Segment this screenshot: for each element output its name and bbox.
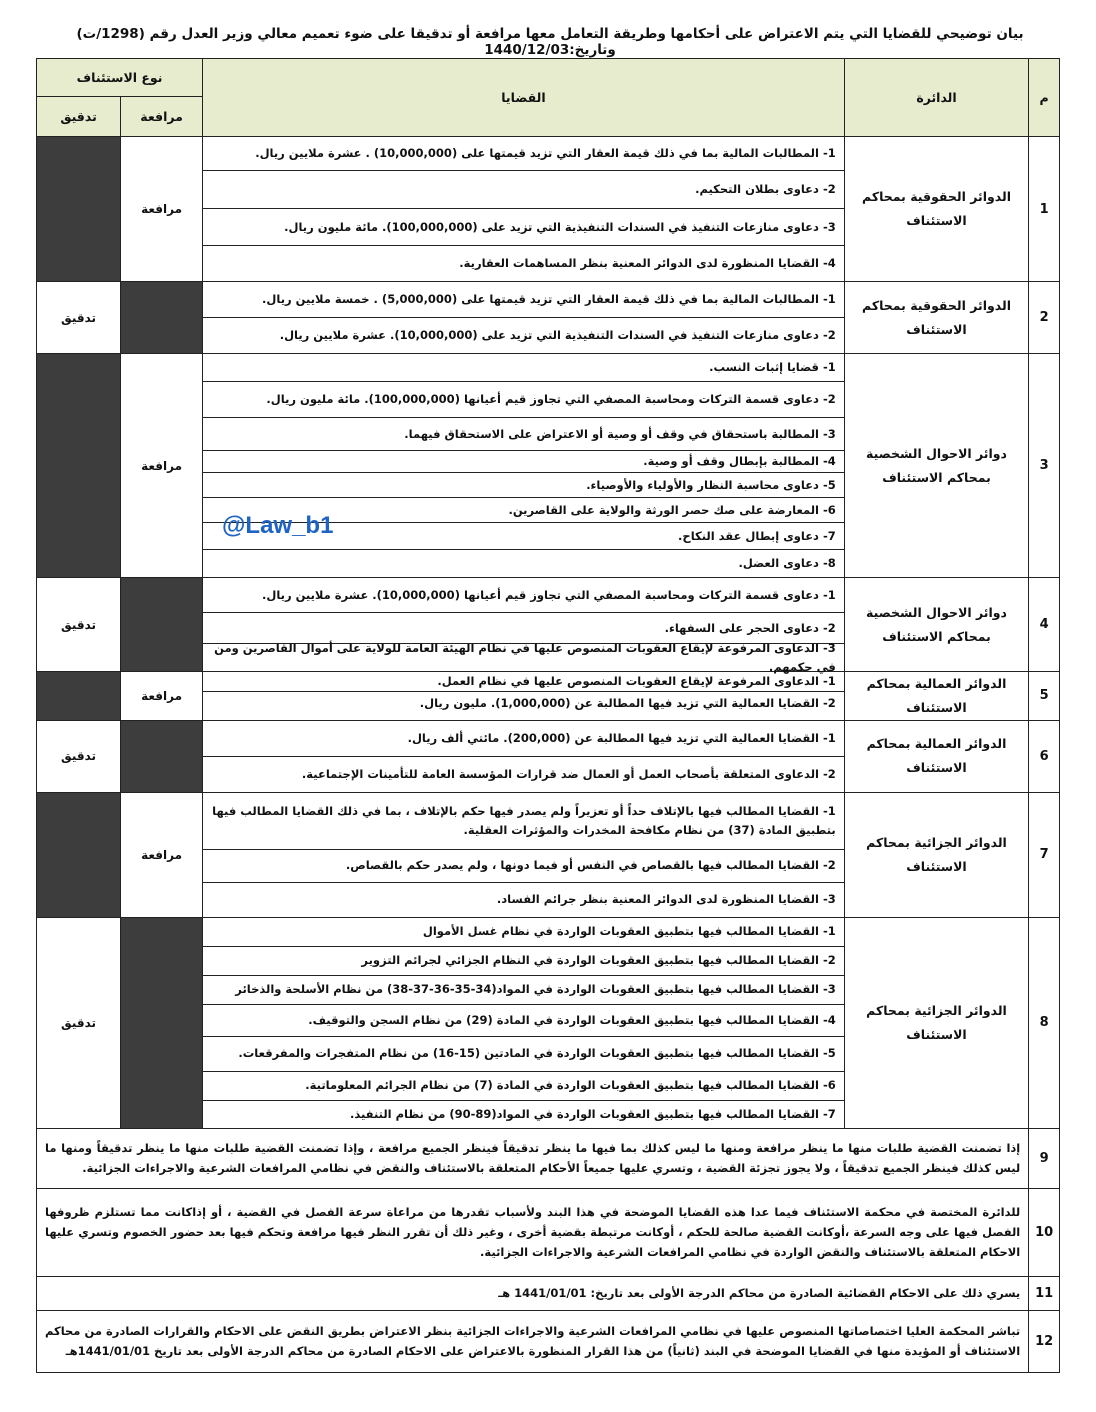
row-number: 7 — [1029, 792, 1060, 917]
case-item: 1- المطالبات المالية بما في ذلك قيمة العقار التي تزيد قيمتها على (5,000,000) . خمسة ملايين ريال. — [203, 282, 844, 318]
appeal-cases-table — [36, 58, 1060, 1373]
case-item: 1- الدعاوى المرفوعة لإيقاع العقوبات المنصوص عليها في نظام العمل. — [203, 672, 844, 692]
note-row — [37, 1128, 1060, 1188]
cases-cell — [203, 354, 845, 578]
appeal-type-label: مرافعة — [121, 672, 203, 721]
case-item: 4- القضايا المنظورة لدى الدوائر المعنية بنظر المساهمات العقارية. — [459, 256, 836, 271]
appeal-type-label: تدقيق — [37, 282, 121, 354]
case-item: 4- القضايا المطالب فيها بتطبيق العقوبات الواردة في المادة (29) من نظام السجن والتوقيف. — [203, 1005, 844, 1037]
table-body — [37, 137, 1060, 1129]
header-appeal-type: نوع الاستئناف — [37, 59, 203, 97]
table-row — [37, 720, 1060, 792]
case-item: 2- القضايا المطالب فيها بالقصاص في النفس أو فيما دونها ، ولم يصدر حكم بالقصاص. — [203, 850, 844, 883]
appeal-type-label: تدقيق — [37, 578, 121, 672]
header-pleading: مرافعة — [121, 97, 203, 137]
cases-cell — [203, 578, 845, 672]
appeal-type-label: مرافعة — [121, 137, 203, 282]
shaded-cell — [37, 354, 121, 578]
case-item: 1- دعاوى قسمة التركات ومحاسبة المصفي التي تجاوز قيم أعيانها (10,000,000). عشرة ملايين ريال. — [203, 578, 844, 613]
shaded-cell — [121, 917, 203, 1128]
case-item: 8- دعاوى العضل. — [738, 556, 836, 571]
circuit-name: دوائر الاحوال الشخصية بمحاكم الاستئناف — [844, 354, 1029, 578]
case-item: 2- الدعاوى المتعلقة بأصحاب العمل أو العمال ضد قرارات المؤسسة العامة للتأمينات الإجتماعية. — [301, 766, 836, 781]
shaded-cell — [121, 720, 203, 792]
row-number: 4 — [1029, 578, 1060, 672]
shaded-cell — [121, 282, 203, 354]
row-number: 2 — [1029, 282, 1060, 354]
cases-cell — [203, 792, 845, 917]
watermark-handle: @Law_b1 — [222, 512, 334, 539]
circuit-name: الدوائر الحقوقية بمحاكم الاستئناف — [844, 137, 1029, 282]
case-item: 2- دعاوى منازعات التنفيذ في السندات التنفيذية التي تزيد على (10,000,000). عشرة ملايين ريال. — [279, 328, 836, 343]
case-item: 2- القضايا المطالب فيها بتطبيق العقوبات الواردة في النظام الجزائي لجرائم التزوير — [203, 947, 844, 976]
note-number: 11 — [1029, 1276, 1060, 1310]
case-item: 2- دعاوى بطلان التحكيم. — [203, 171, 844, 209]
cases-cell — [203, 917, 845, 1128]
table-row — [37, 137, 1060, 282]
note-row — [37, 1310, 1060, 1372]
row-number: 3 — [1029, 354, 1060, 578]
circuit-name: دوائر الاحوال الشخصية بمحاكم الاستئناف — [844, 578, 1029, 672]
shaded-cell — [37, 792, 121, 917]
circuit-name: الدوائر الحقوقية بمحاكم الاستئناف — [844, 282, 1029, 354]
note-number: 9 — [1029, 1128, 1060, 1188]
circuit-name: الدوائر الجزائية بمحاكم الاستئناف — [844, 792, 1029, 917]
case-item: 7- دعاوى إبطال عقد النكاح. — [203, 523, 844, 550]
note-number: 10 — [1029, 1188, 1060, 1276]
case-item: 1- قضايا إثبات النسب. — [203, 354, 844, 382]
case-item: 5- القضايا المطالب فيها بتطبيق العقوبات الواردة في المادتين (15-16) من نظام المتفجرات والمفرقعات. — [203, 1037, 844, 1072]
cases-cell — [203, 720, 845, 792]
document-title: بيان توضيحي للقضايا التي يتم الاعتراض على أحكامها وطريقة التعامل معها مرافعة أو تدقيقا على ضوء تعميم معالي وزير العدل رقم (1298/ت) وتاريخ:1440/12/03 — [76, 26, 1024, 58]
header-num: م — [1029, 59, 1060, 137]
table-row — [37, 354, 1060, 578]
note-text: للدائرة المختصة في محكمة الاستئناف فيما عدا هذه القضايا الموضحة في هذا البند ولأسباب تقدرها من مراعاة سرعة الفصل في القضية ، أو إذاكانت مما تستلزم ظروفها الفصل فيها على وجه السرعة ،أوكانت القضية صالحة للحكم ، أوكانت مرتبطة بقضية أخرى ، وغير ذلك أن تقرر النظر فيها مرافعة وتحكم فيها بعد حضور الخصوم وتسري عليها الاحكام المتعلقة بالاستئناف والنقض الواردة في نظامي المرافعات الشرعية والاجراءات الجزائية. — [37, 1188, 1029, 1276]
notes-body — [37, 1128, 1060, 1372]
case-item: 5- دعاوى محاسبة النظار والأولياء والأوصياء. — [203, 473, 844, 498]
shaded-cell — [37, 137, 121, 282]
case-item: 1- المطالبات المالية بما في ذلك قيمة العقار التي تزيد قيمتها على (10,000,000) . عشرة ملايين ريال. — [203, 137, 844, 171]
case-item: 1- القضايا المطالب فيها بتطبيق العقوبات الواردة في نظام غسل الأموال — [203, 918, 844, 947]
case-item: 2- دعاوى قسمة التركات ومحاسبة المصفي التي تجاوز قيم أعيانها (100,000,000). مائة مليون ريال. — [203, 382, 844, 418]
cases-cell — [203, 137, 845, 282]
appeal-type-label: مرافعة — [121, 792, 203, 917]
table-row — [37, 578, 1060, 672]
table-row — [37, 282, 1060, 354]
case-item: 4- المطالبة بإبطال وقف أو وصية. — [203, 451, 844, 473]
header-audit: تدقيق — [37, 97, 121, 137]
case-item: 3- الدعاوى المرفوعة لإيقاع العقوبات المنصوص عليها في نظام الهيئة العامة للولاية على أموال القاصرين ومن في حكمهم. — [214, 641, 836, 674]
circuit-name: الدوائر العمالية بمحاكم الاستئناف — [844, 720, 1029, 792]
table-row — [37, 917, 1060, 1128]
header-circuit: الدائرة — [844, 59, 1029, 137]
case-item: 1- القضايا المطالب فيها بالإتلاف حداً أو تعزيراً ولم يصدر فيها حكم بالإتلاف ، بما في ذلك القضايا المطالب فيها بتطبيق المادة (37) من نظام مكافحة المخدرات والمؤثرات العقلية. — [203, 793, 844, 850]
case-item: 2- دعاوى الحجر على السفهاء. — [203, 613, 844, 644]
row-number: 6 — [1029, 720, 1060, 792]
circuit-name: الدوائر العمالية بمحاكم الاستئناف — [844, 672, 1029, 721]
note-text: يسري ذلك على الاحكام القضائية الصادرة من محاكم الدرجة الأولى بعد تاريخ: 1441/01/01 هـ — [37, 1276, 1029, 1310]
case-item: 6- المعارضة على صك حصر الورثة والولاية على القاصرين. — [203, 498, 844, 523]
table-row — [37, 792, 1060, 917]
row-number: 1 — [1029, 137, 1060, 282]
case-item: 3- المطالبة باستحقاق في وقف أو وصية أو الاعتراض على الاستحقاق فيهما. — [203, 418, 844, 451]
note-row — [37, 1276, 1060, 1310]
case-item: 3- القضايا المطالب فيها بتطبيق العقوبات الواردة في المواد(34-35-36-37-38) من نظام الأسلحة والذخائر — [203, 976, 844, 1005]
appeal-type-label: تدقيق — [37, 720, 121, 792]
appeal-type-label: مرافعة — [121, 354, 203, 578]
appeal-type-label: تدقيق — [37, 917, 121, 1128]
shaded-cell — [37, 672, 121, 721]
case-item: 3- دعاوى منازعات التنفيذ في السندات التنفيذية التي تزيد على (100,000,000). مائة مليون ريال. — [203, 209, 844, 246]
circuit-name: الدوائر الجزائية بمحاكم الاستئناف — [844, 917, 1029, 1128]
shaded-cell — [121, 578, 203, 672]
note-number: 12 — [1029, 1310, 1060, 1372]
header-cases: القضايا — [203, 59, 845, 137]
note-text: إذا تضمنت القضية طلبات منها ما ينظر مرافعة ومنها ما ليس كذلك بما فيها ما ينظر تدقيقاً فينظر الجميع مرافعة ، وإذا تضمنت القضية طلبات منها ما ينظر تدقيقاً ومنها ما ليس كذلك فينظر الجميع تدقيقاً ، ولا يجوز تجزئة القضية ، وتسري عليها جميعاً الأحكام المتعلقة بالاستئناف والنقض في نظامي المرافعات الشرعية والاجراءات الجزائية. — [37, 1128, 1029, 1188]
case-item: 6- القضايا المطالب فيها بتطبيق العقوبات الواردة في المادة (7) من نظام الجرائم المعلوماتية. — [203, 1072, 844, 1101]
case-item: 7- القضايا المطالب فيها بتطبيق العقوبات الواردة في المواد(89-90) من نظام التنفيذ. — [349, 1106, 836, 1121]
row-number: 8 — [1029, 917, 1060, 1128]
note-text: تباشر المحكمة العليا اختصاصاتها المنصوص عليها في نظامي المرافعات الشرعية والاجراءات الجزائية بنظر الاعتراض بطريق النقض على الاحكام والقرارات الصادرة من محاكم الاستئناف أو المؤيدة منها في القضايا الموضحة في البند (ثانياً) من هذا القرار المنظورة بالاعتراض على الاحكام الصادرة من محاكم الدرجة الأولى بعد تاريخ 1441/01/01هـ — [37, 1310, 1029, 1372]
case-item: 1- القضايا العمالية التي تزيد فيها المطالبة عن (200,000). مائتي ألف ريال. — [203, 721, 844, 757]
note-row — [37, 1188, 1060, 1276]
row-number: 5 — [1029, 672, 1060, 721]
cases-cell — [203, 282, 845, 354]
table-row — [37, 672, 1060, 721]
case-item: 3- القضايا المنظورة لدى الدوائر المعنية بنظر جرائم الفساد. — [496, 892, 836, 907]
cases-cell — [203, 672, 845, 721]
case-item: 2- القضايا العمالية التي تزيد فيها المطالبة عن (1,000,000). مليون ريال. — [419, 695, 836, 710]
